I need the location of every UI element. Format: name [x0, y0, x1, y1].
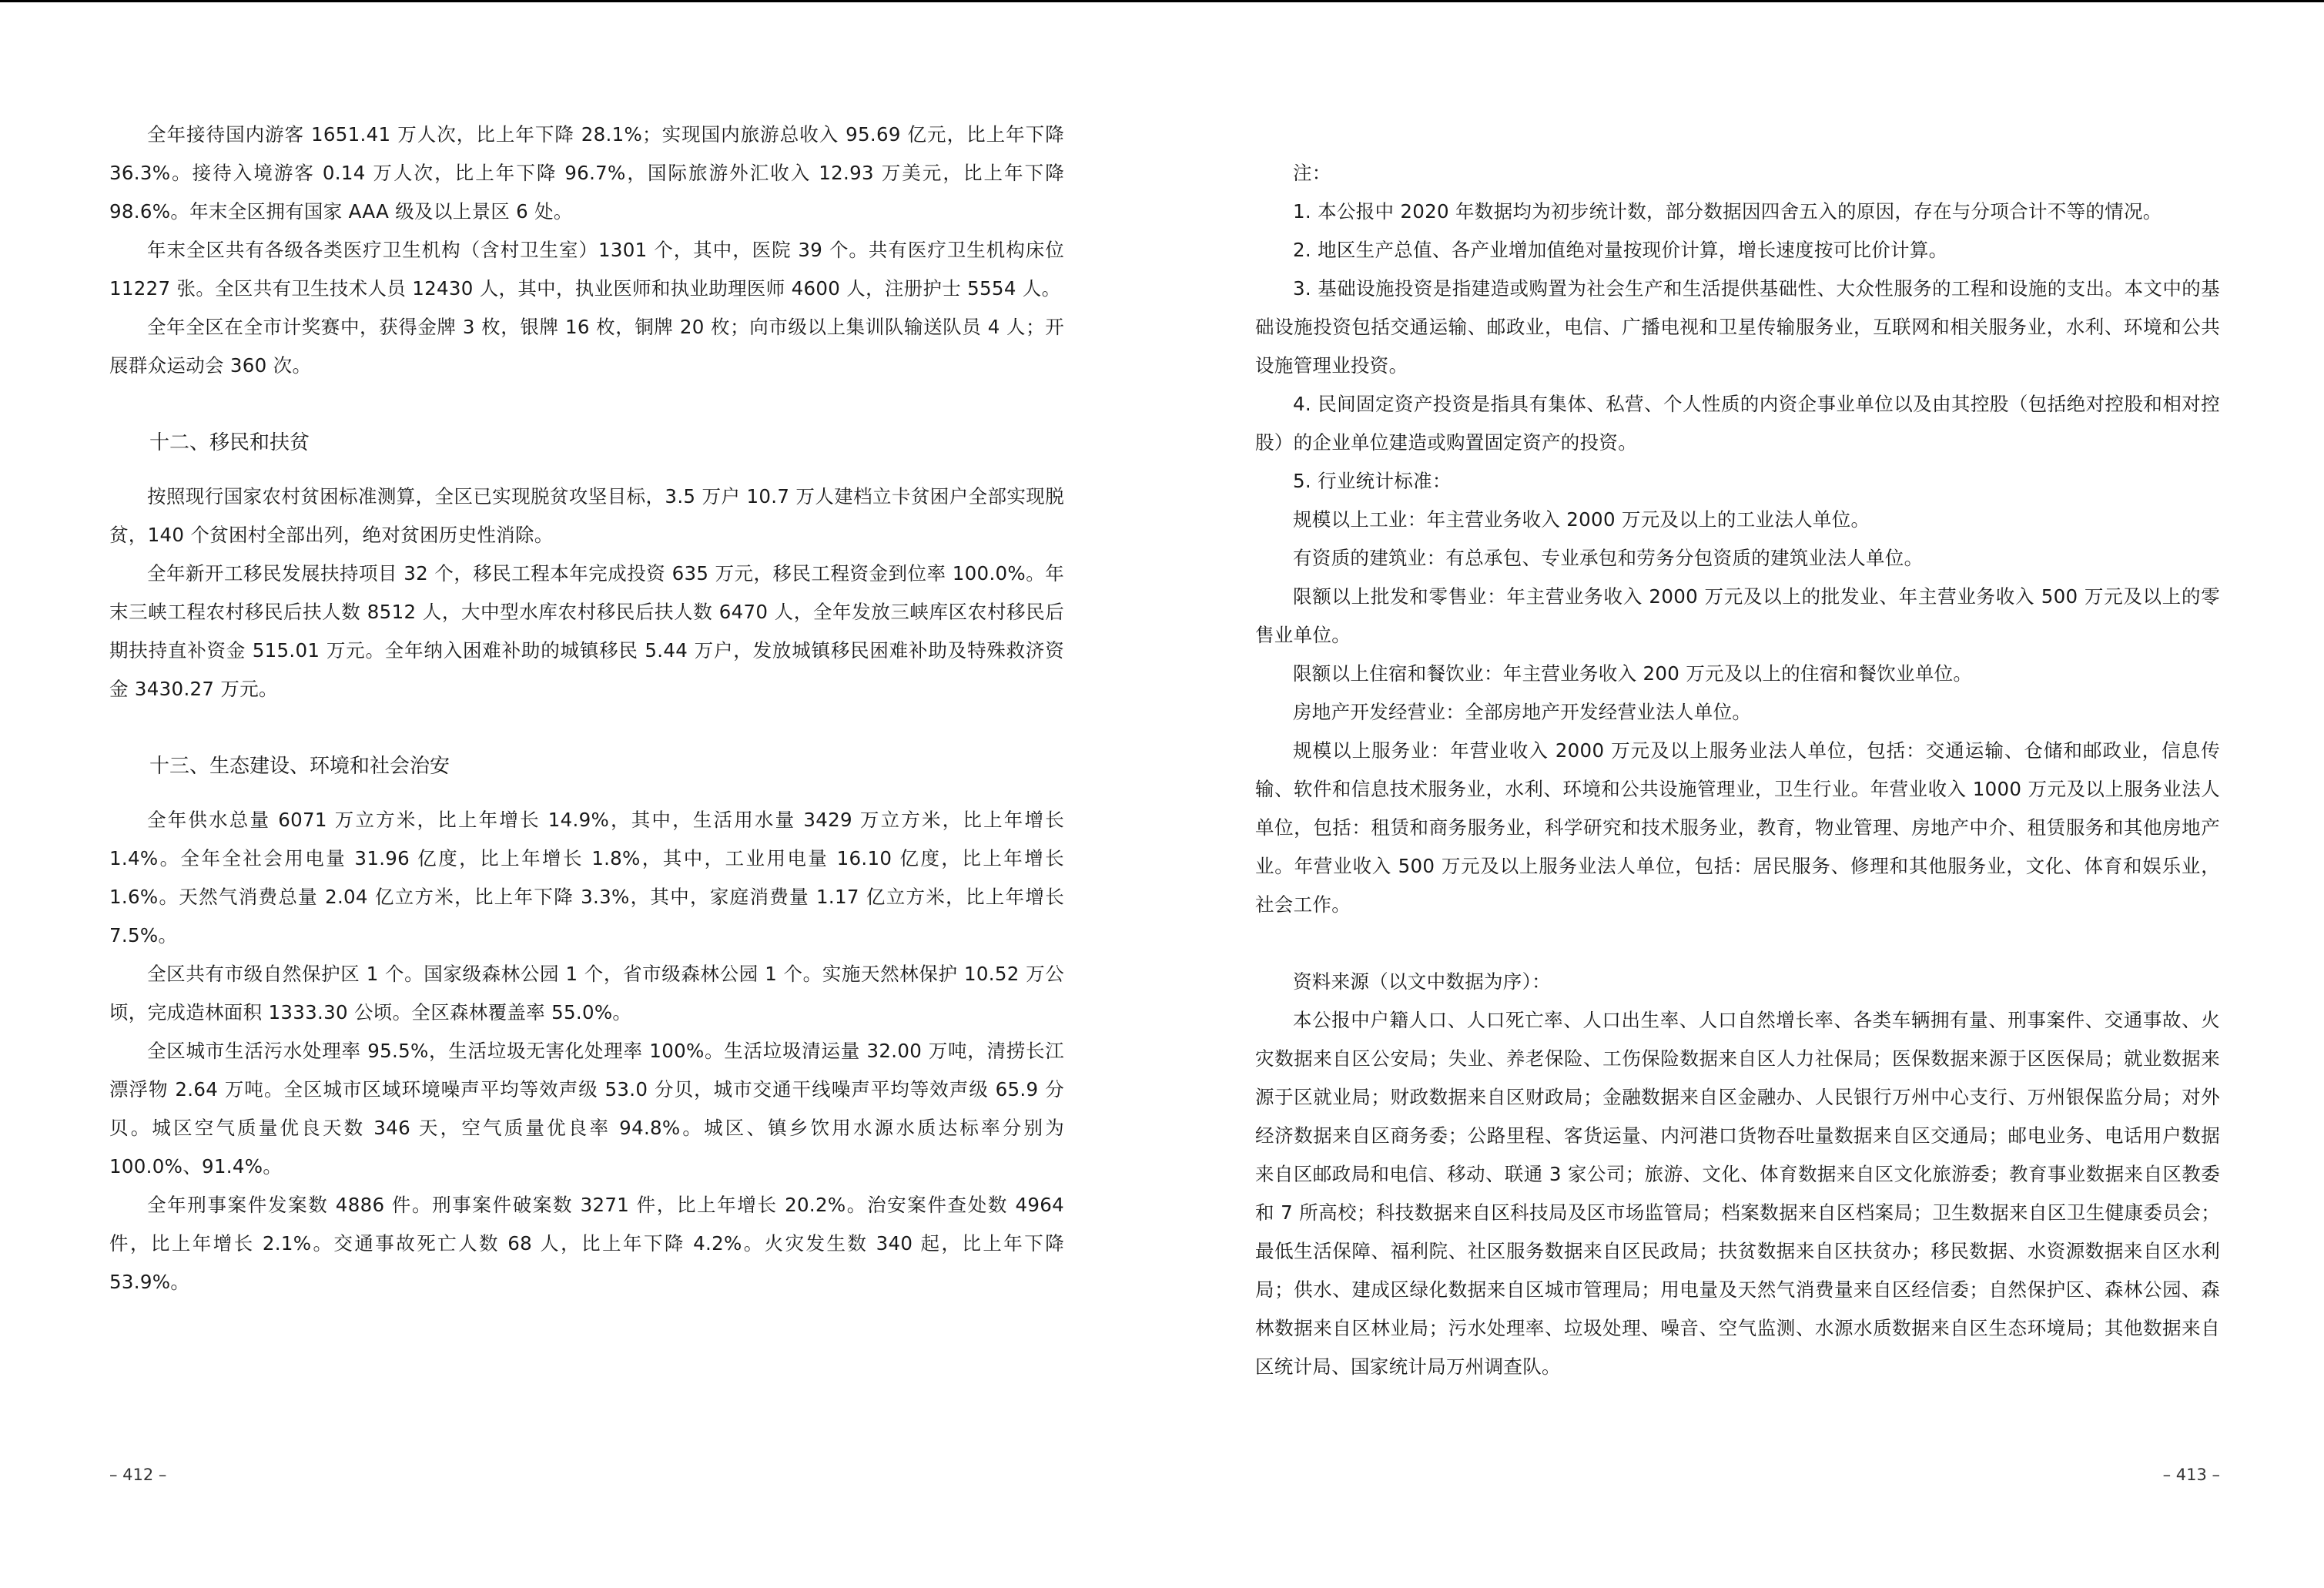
section-spacer: [109, 385, 1064, 424]
section-spacer: [109, 462, 1064, 477]
note-item: 规模以上工业：年主营业务收入 2000 万元及以上的工业法人单位。: [1293, 508, 1870, 531]
paragraph-forest: 全区共有市级自然保护区 1 个。国家级森林公园 1 个，省市级森林公园 1 个。实施天然林保护 10.52 万公顷，完成造林面积 1333.30 公顷。全区森林覆盖率 55.0%。: [109, 963, 1064, 1023]
paragraph-water-power: 全年供水总量 6071 万立方米，比上年增长 14.9%，其中，生活用水量 3429 万立方米，比上年增长 1.4%。全年全社会用电量 31.96 亿度，比上年增长 1.8%，其中，工业用电量 16.10 亿度，比上年增长 1.6%。天然气消费总量 2.04 亿立方米，比上年下降 3.3%，其中，家庭消费量 1.17 亿立方米，比上年增长 7.5%。: [109, 809, 1065, 946]
paragraph-public-security: 全年刑事案件发案数 4886 件。刑事案件破案数 3271 件，比上年增长 20.2%。治安案件查处数 4964 件，比上年增长 2.1%。交通事故死亡人数 68 人，比上年下降 4.2%。火灾发生数 340 起，比上年下降 53.9%。: [109, 1194, 1064, 1293]
section-heading-ecology-security: 十三、生态建设、环境和社会治安: [149, 755, 450, 778]
note-item: 2. 地区生产总值、各产业增加值绝对量按现价计算，增长速度按可比价计算。: [1293, 239, 1948, 261]
note-item: 限额以上住宿和餐饮业：年主营业务收入 200 万元及以上的住宿和餐饮业单位。: [1293, 662, 1973, 685]
note-item: 1. 本公报中 2020 年数据均为初步统计数，部分数据因四舍五入的原因，存在与分项合计不等的情况。: [1293, 200, 2162, 223]
notes-title: 注：: [1293, 162, 1331, 184]
section-spacer: [1255, 924, 2220, 963]
section-spacer: [109, 786, 1064, 801]
sources-paragraph: 本公报中户籍人口、人口死亡率、人口出生率、人口自然增长率、各类车辆拥有量、刑事案件、交通事故、火灾数据来自区公安局；失业、养老保险、工伤保险数据来自区人力社保局；医保数据来源于区医保局；就业数据来源于区就业局；财政数据来自区财政局；金融数据来自区金融办、人民银行万州中心支行、万州银保监分局；对外经济数据来自区商务委；公路里程、客货运量、内河港口货物吞吐量数据来自区交通局；邮电业务、电话用户数据来自区邮政局和电信、移动、联通 3 家公司；旅游、文化、体育数据来自区文化旅游委；教育事业数据来自区教委和 7 所高校；科技数据来自区科技局及区市场监管局；档案数据来自区档案局；卫生数据来自区卫生健康委员会；最低生活保障、福利院、社区服务数据来自区民政局；扶贫数据来自区扶贫办；移民数据、水资源数据来自区水利局；供水、建成区绿化数据来自区城市管理局；用电量及天然气消费量来自区经信委；自然保护区、森林公园、森林数据来自区林业局；污水处理率、垃圾处理、噪音、空气监测、水源水质数据来自区生态环境局；其他数据来自区统计局、国家统计局万州调查队。: [1255, 1009, 2220, 1378]
paragraph-sports: 全年全区在全市计奖赛中，获得金牌 3 枚，银牌 16 枚，铜牌 20 枚；向市级以上集训队输送队员 4 人；开展群众运动会 360 次。: [109, 316, 1064, 377]
page-number-right: – 413 –: [2162, 1466, 2220, 1484]
note-item: 有资质的建筑业：有总承包、专业承包和劳务分包资质的建筑业法人单位。: [1293, 547, 1924, 569]
paragraph-environment: 全区城市生活污水处理率 95.5%，生活垃圾无害化处理率 100%。生活垃圾清运量 32.00 万吨，清捞长江漂浮物 2.64 万吨。全区城市区域环境噪声平均等效声级 53.0 分贝，城市交通干线噪声平均等效声级 65.9 分贝。城区空气质量优良天数 346 天，空气质量优良率 94.8%。城区、镇乡饮用水源水质达标率分别为 100.0%、91.4%。: [109, 1040, 1064, 1178]
right-page-body: [1255, 154, 2220, 1386]
note-item: 4. 民间固定资产投资是指具有集体、私营、个人性质的内资企事业单位以及由其控股（包括绝对控股和相对控股）的企业单位建造或购置固定资产的投资。: [1255, 393, 2220, 454]
right-page: [1162, 0, 2324, 1588]
section-heading-migration-poverty: 十二、移民和扶贫: [149, 431, 310, 454]
paragraph-migration: 全年新开工移民发展扶持项目 32 个，移民工程本年完成投资 635 万元，移民工程资金到位率 100.0%。年末三峡工程农村移民后扶人数 8512 人，大中型水库农村移民后扶人数 6470 人，全年发放三峡库区农村移民后期扶持直补资金 515.01 万元。全年纳入困难补助的城镇移民 5.44 万户，发放城镇移民困难补助及特殊救济资金 3430.27 万元。: [109, 562, 1064, 700]
note-item: 5. 行业统计标准：: [1293, 470, 1452, 492]
section-spacer: [109, 709, 1064, 747]
sources-title: 资料来源（以文中数据为序）：: [1293, 970, 1551, 993]
note-item: 规模以上服务业：年营业收入 2000 万元及以上服务业法人单位，包括：交通运输、仓储和邮政业，信息传输、软件和信息技术服务业，水利、环境和公共设施管理业，卫生行业。年营业收入 1000 万元及以上服务业法人单位，包括：租赁和商务服务业，科学研究和技术服务业，教育，物业管理、房地产中介、租赁服务和其他房地产业。年营业收入 500 万元及以上服务业法人单位，包括：居民服务、修理和其他服务业，文化、体育和娱乐业，社会工作。: [1255, 739, 2220, 916]
left-page-body: [109, 116, 1064, 1302]
note-item: 限额以上批发和零售业：年主营业务收入 2000 万元及以上的批发业、年主营业务收入 500 万元及以上的零售业单位。: [1255, 585, 2220, 646]
paragraph-tourism: 全年接待国内游客 1651.41 万人次，比上年下降 28.1%；实现国内旅游总收入 95.69 亿元，比上年下降 36.3%。接待入境游客 0.14 万人次，比上年下降 96.7%，国际旅游外汇收入 12.93 万美元，比上年下降 98.6%。年末全区拥有国家 AAA 级及以上景区 6 处。: [109, 123, 1064, 223]
paragraph-health: 年末全区共有各级各类医疗卫生机构（含村卫生室）1301 个，其中，医院 39 个。共有医疗卫生机构床位 11227 张。全区共有卫生技术人员 12430 人，其中，执业医师和执业助理医师 4600 人，注册护士 5554 人。: [109, 239, 1064, 300]
page-number-left: – 412 –: [109, 1466, 167, 1484]
note-item: 3. 基础设施投资是指建造或购置为社会生产和生活提供基础性、大众性服务的工程和设施的支出。本文中的基础设施投资包括交通运输、邮政业，电信、广播电视和卫星传输服务业，互联网和相关服务业，水利、环境和公共设施管理业投资。: [1255, 277, 2220, 377]
note-item: 房地产开发经营业：全部房地产开发经营业法人单位。: [1293, 701, 1752, 723]
paragraph-poverty: 按照现行国家农村贫困标准测算，全区已实现脱贫攻坚目标，3.5 万户 10.7 万人建档立卡贫困户全部实现脱贫，140 个贫困村全部出列，绝对贫困历史性消除。: [109, 485, 1064, 546]
